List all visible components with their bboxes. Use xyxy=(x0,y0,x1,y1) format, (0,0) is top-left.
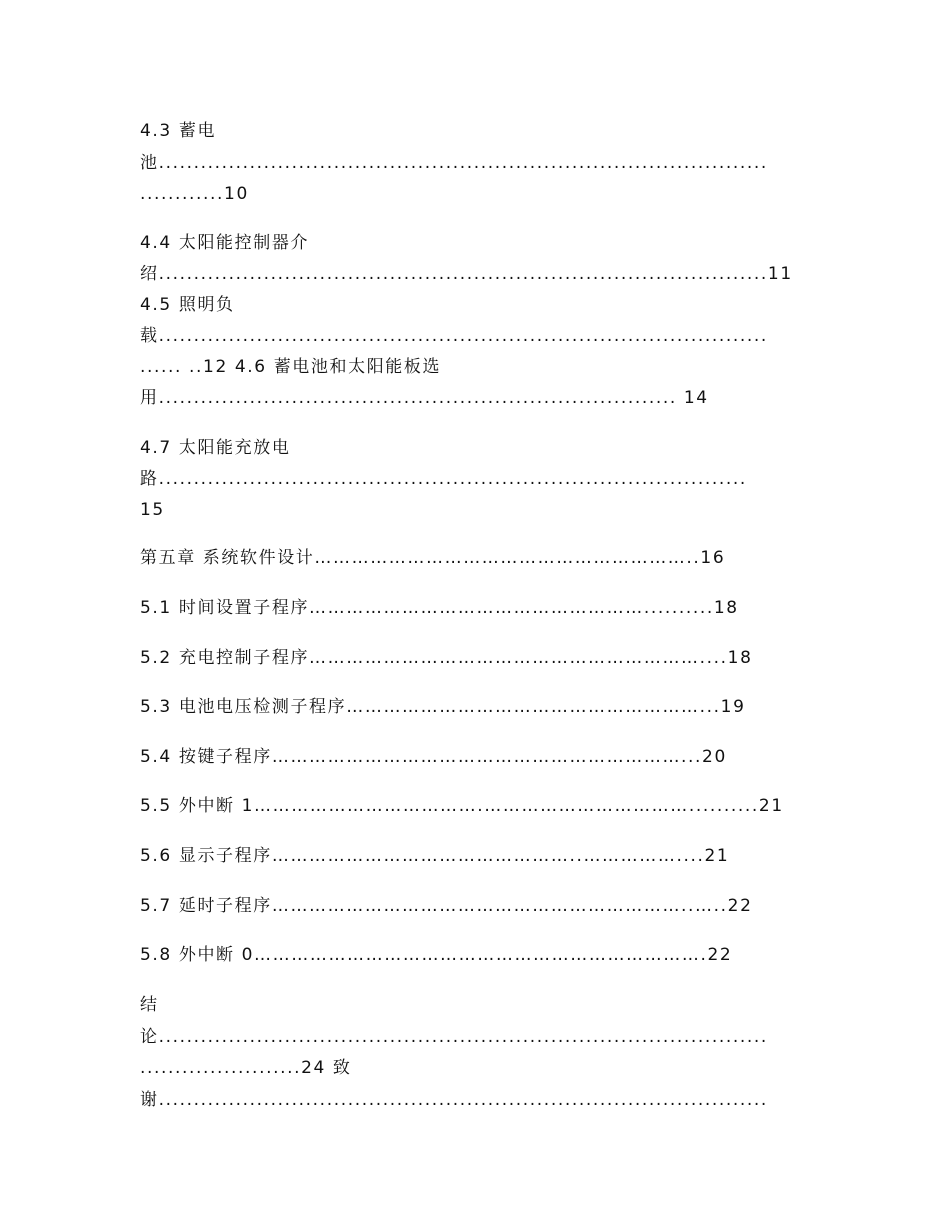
toc-line-4-4-leader: 绍.......................................................................................11 xyxy=(140,264,793,284)
toc-line-5-1: 5.1 时间设置子程序………………………………………………..........18 xyxy=(140,598,739,618)
toc-line-4-4-title: 4.4 太阳能控制器介 xyxy=(140,233,310,253)
toc-line-chapter-5: 第五章 系统软件设计……………………………………………………..16 xyxy=(140,548,726,568)
toc-line-4-3-leader: 池....................................................................................... xyxy=(140,153,768,173)
toc-line-5-3: 5.3 电池电压检测子程序…………………………………………………...19 xyxy=(140,697,746,717)
toc-line-4-3-page: ............10 xyxy=(140,184,249,204)
toc-line-5-4: 5.4 按键子程序…………………………………………………………...20 xyxy=(140,747,727,767)
toc-line-4-7-page: 15 xyxy=(140,500,165,520)
toc-line-5-6: 5.6 显示子程序…………………………………………..……………....21 xyxy=(140,846,730,866)
toc-line-conclusion-leader: 论....................................................................................... xyxy=(140,1027,768,1047)
toc-line-5-8: 5.8 外中断 0……………………………………………………………….22 xyxy=(140,945,733,965)
toc-line-4-7-title: 4.7 太阳能充放电 xyxy=(140,438,291,458)
toc-line-conclusion-title: 结 xyxy=(140,995,159,1015)
toc-line-acknowledgement-leader: 谢....................................................................................... xyxy=(140,1090,768,1110)
toc-line-5-5: 5.5 外中断 1……………………………….……………………………..........21 xyxy=(140,796,784,816)
toc-line-5-7: 5.7 延时子程序…………………………………………………………..…..22 xyxy=(140,896,753,916)
toc-line-4-3-title: 4.3 蓄电 xyxy=(140,121,217,141)
toc-line-4-7-leader: 路.................................................................................... xyxy=(140,469,747,489)
toc-line-4-6-leader: 用.......................................................................... 14 xyxy=(140,388,709,408)
toc-line-4-5-title: 4.5 照明负 xyxy=(140,295,235,315)
toc-line-4-6-title: ...... ..12 4.6 蓄电池和太阳能板选 xyxy=(140,357,442,377)
toc-line-4-5-leader: 载....................................................................................... xyxy=(140,326,768,346)
toc-line-acknowledgement-title: .......................24 致 xyxy=(140,1058,352,1078)
toc-line-5-2: 5.2 充电控制子程序………………………………………………………....18 xyxy=(140,648,753,668)
